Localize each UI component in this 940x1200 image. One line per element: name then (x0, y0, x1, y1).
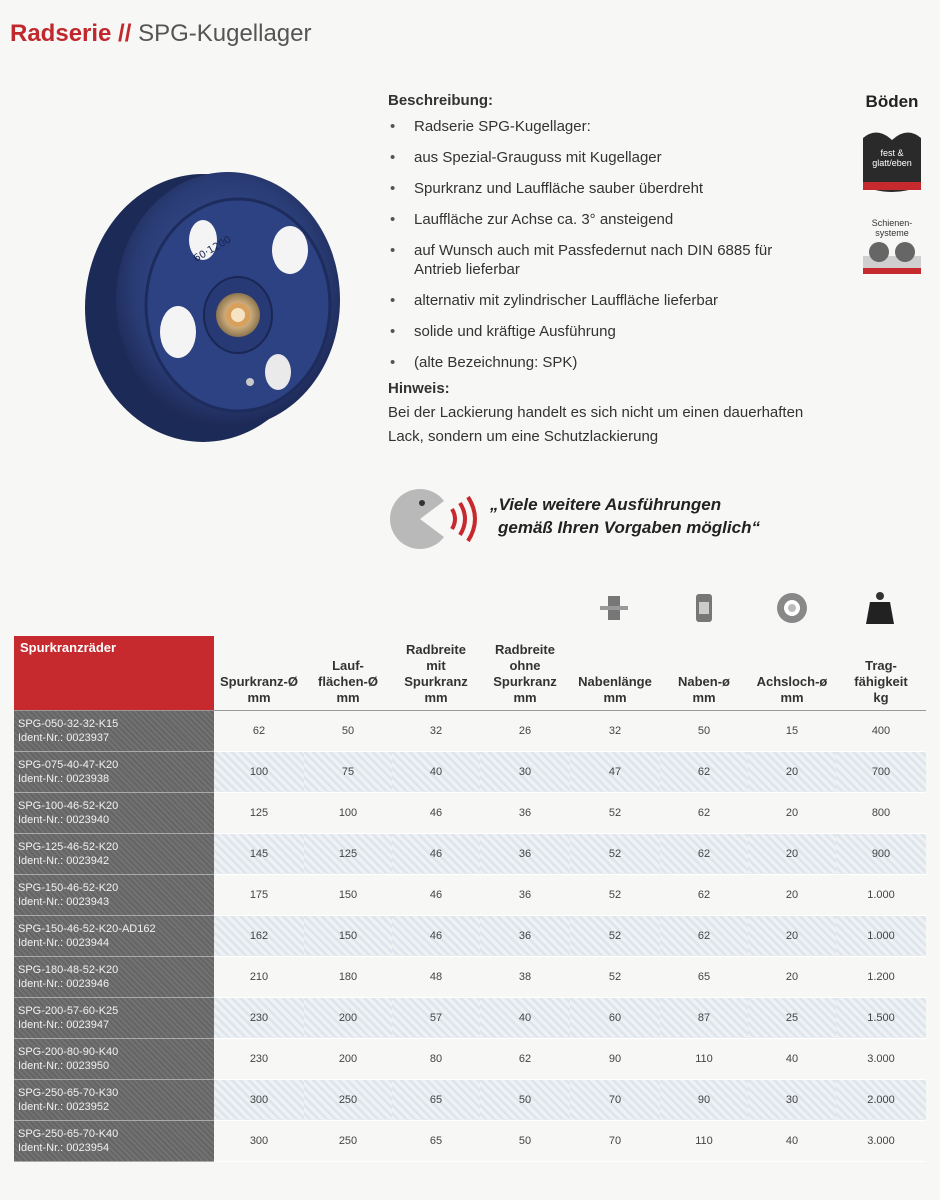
table-cell: 100 (214, 751, 304, 792)
promo-text (490, 493, 760, 539)
table-cell: 36 (480, 833, 570, 874)
product-code: SPG-125-46-52-K20 (18, 840, 119, 853)
col-header: Radbreite ohne Spurkranz mm (480, 636, 570, 710)
table-title: Spurkranzräder (14, 636, 214, 710)
table-cell: 50 (660, 710, 748, 751)
table-cell: 200 (304, 997, 392, 1038)
table-cell: 52 (570, 915, 660, 956)
product-code: SPG-200-80-90-K40 (18, 1045, 119, 1058)
hub-length-icon (596, 590, 632, 626)
table-cell: 30 (480, 751, 570, 792)
table-cell: 52 (570, 833, 660, 874)
product-code-cell (14, 833, 214, 874)
table-cell: 50 (480, 1079, 570, 1120)
product-code: SPG-200-57-60-K25 (18, 1004, 119, 1017)
table-cell: 62 (660, 833, 748, 874)
table-cell: 200 (304, 1038, 392, 1079)
table-cell: 70 (570, 1120, 660, 1161)
product-code: SPG-050-32-32-K15 (18, 717, 119, 730)
list-item: • aus Spezial-Grauguss mit Kugellager (388, 148, 808, 167)
hub-diameter-icon (686, 590, 722, 626)
table-cell: 46 (392, 915, 480, 956)
ident-number: Ident-Nr.: 0023937 (18, 731, 110, 744)
product-code-cell (14, 915, 214, 956)
list-item: • solide und kräftige Ausführung (388, 322, 808, 341)
product-code-cell (14, 956, 214, 997)
table-cell: 65 (660, 956, 748, 997)
ident-number: Ident-Nr.: 0023946 (18, 977, 110, 990)
pacman-icon (390, 487, 480, 551)
table-row[interactable] (14, 997, 926, 1038)
table-cell: 62 (660, 874, 748, 915)
table-cell: 46 (392, 833, 480, 874)
product-code-cell (14, 1038, 214, 1079)
ident-number: Ident-Nr.: 0023943 (18, 895, 110, 908)
table-cell: 25 (748, 997, 836, 1038)
flat-floor-icon (861, 126, 923, 196)
weight-icon (862, 590, 898, 626)
table-cell: 36 (480, 915, 570, 956)
product-code: SPG-250-65-70-K30 (18, 1086, 119, 1099)
table-cell: 2.000 (836, 1079, 926, 1120)
table-cell: 40 (748, 1038, 836, 1079)
badge2-label: Schienen-systeme (871, 218, 913, 238)
table-cell: 1.500 (836, 997, 926, 1038)
table-cell: 230 (214, 1038, 304, 1079)
description-list (388, 117, 808, 372)
col-header: Lauf- flächen-Ø mm (304, 636, 392, 710)
product-code-cell (14, 792, 214, 833)
list-item: • alternativ mit zylindrischer Lauffläche lieferbar (388, 291, 808, 310)
table-cell: 90 (570, 1038, 660, 1079)
table-cell: 3.000 (836, 1038, 926, 1079)
table-cell: 75 (304, 751, 392, 792)
table-cell: 700 (836, 751, 926, 792)
table-row[interactable] (14, 833, 926, 874)
table-cell: 62 (660, 751, 748, 792)
table-cell: 20 (748, 956, 836, 997)
page-title (10, 20, 312, 48)
table-cell: 62 (660, 915, 748, 956)
table-cell: 52 (570, 792, 660, 833)
table-cell: 150 (304, 874, 392, 915)
product-code: SPG-075-40-47-K20 (18, 758, 119, 771)
table-cell: 20 (748, 915, 836, 956)
list-item: • auf Wunsch auch mit Passfedernut nach DIN 6885 für Antrieb lieferbar (388, 241, 808, 279)
badge1-label: fest & glatt/eben (872, 148, 912, 168)
description-block (388, 92, 808, 449)
table-row[interactable] (14, 792, 926, 833)
table-cell: 300 (214, 1120, 304, 1161)
product-code-cell (14, 1120, 214, 1161)
list-item: • (alte Bezeichnung: SPK) (388, 353, 808, 372)
col-header: Nabenlänge mm (570, 636, 660, 710)
table-cell: 70 (570, 1079, 660, 1120)
col-header: Naben-ø mm (660, 636, 748, 710)
promo-banner (390, 487, 810, 551)
column-icons (0, 590, 940, 630)
table-cell: 300 (214, 1079, 304, 1120)
ident-number: Ident-Nr.: 0023947 (18, 1018, 110, 1031)
ident-number: Ident-Nr.: 0023940 (18, 813, 110, 826)
table-cell: 1.000 (836, 874, 926, 915)
table-row[interactable] (14, 1079, 926, 1120)
table-cell: 52 (570, 956, 660, 997)
table-cell: 62 (480, 1038, 570, 1079)
table-row[interactable] (14, 1038, 926, 1079)
table-cell: 250 (304, 1120, 392, 1161)
title-separator: // (111, 20, 139, 47)
promo-line-2: gemäß Ihren Vorgaben möglich“ (498, 518, 760, 537)
table-cell: 50 (304, 710, 392, 751)
table-cell: 100 (304, 792, 392, 833)
promo-line-1: „Viele weitere Ausführungen (490, 495, 722, 514)
table-cell: 150 (304, 915, 392, 956)
product-code: SPG-150-46-52-K20 (18, 881, 119, 894)
table-cell: 900 (836, 833, 926, 874)
table-cell: 36 (480, 874, 570, 915)
table-cell: 145 (214, 833, 304, 874)
table-header-row (14, 636, 926, 710)
product-wheel-image (78, 150, 358, 450)
ident-number: Ident-Nr.: 0023952 (18, 1100, 110, 1113)
table-cell: 1.000 (836, 915, 926, 956)
table-cell: 87 (660, 997, 748, 1038)
table-cell: 125 (214, 792, 304, 833)
hint-text: Bei der Lackierung handelt es sich nicht um einen dauerhaften Lack, sondern um eine Schutzlackierung (388, 404, 804, 445)
floor-types (852, 92, 932, 282)
table-cell: 20 (748, 751, 836, 792)
product-code-cell (14, 710, 214, 751)
table-cell: 38 (480, 956, 570, 997)
table-cell: 36 (480, 792, 570, 833)
table-row[interactable] (14, 710, 926, 751)
table-cell: 230 (214, 997, 304, 1038)
table-cell: 175 (214, 874, 304, 915)
table-row[interactable] (14, 915, 926, 956)
table-body (14, 710, 926, 1161)
table-cell: 400 (836, 710, 926, 751)
table-row[interactable] (14, 874, 926, 915)
title-product: SPG-Kugellager (138, 20, 312, 47)
axle-hole-icon (774, 590, 810, 626)
table-cell: 800 (836, 792, 926, 833)
col-header: Spurkranz-Ø mm (214, 636, 304, 710)
title-series: Radserie (10, 20, 112, 47)
list-item: • Lauffläche zur Achse ca. 3° ansteigend (388, 210, 808, 229)
ident-number: Ident-Nr.: 0023950 (18, 1059, 110, 1072)
product-code: SPG-100-46-52-K20 (18, 799, 119, 812)
table-cell: 32 (392, 710, 480, 751)
table-cell: 50 (480, 1120, 570, 1161)
table-cell: 57 (392, 997, 480, 1038)
col-header: Radbreite mit Spurkranz mm (392, 636, 480, 710)
product-code-cell (14, 997, 214, 1038)
table-cell: 1.200 (836, 956, 926, 997)
table-cell: 40 (748, 1120, 836, 1161)
table-cell: 62 (214, 710, 304, 751)
table-cell: 80 (392, 1038, 480, 1079)
table-cell: 20 (748, 833, 836, 874)
list-item: • Spurkranz und Lauffläche sauber überdreht (388, 179, 808, 198)
table-cell: 162 (214, 915, 304, 956)
table-cell: 110 (660, 1038, 748, 1079)
table-row[interactable] (14, 1120, 926, 1161)
table-cell: 47 (570, 751, 660, 792)
table-cell: 46 (392, 874, 480, 915)
table-cell: 90 (660, 1079, 748, 1120)
description-heading: Beschreibung: (388, 92, 494, 109)
table-cell: 40 (480, 997, 570, 1038)
product-code-cell (14, 874, 214, 915)
table-cell: 52 (570, 874, 660, 915)
table-cell: 15 (748, 710, 836, 751)
ident-number: Ident-Nr.: 0023954 (18, 1141, 110, 1154)
table-cell: 65 (392, 1120, 480, 1161)
table-cell: 62 (660, 792, 748, 833)
table-cell: 32 (570, 710, 660, 751)
ident-number: Ident-Nr.: 0023944 (18, 936, 110, 949)
table-cell: 46 (392, 792, 480, 833)
product-code-cell (14, 751, 214, 792)
list-item: • Radserie SPG-Kugellager: (388, 117, 808, 136)
product-code-cell (14, 1079, 214, 1120)
table-cell: 20 (748, 792, 836, 833)
col-header: Trag- fähigkeit kg (836, 636, 926, 710)
table-cell: 180 (304, 956, 392, 997)
table-cell: 65 (392, 1079, 480, 1120)
product-table (14, 636, 926, 1162)
svg-text:60·1200: 60·1200 (192, 234, 234, 265)
table-cell: 48 (392, 956, 480, 997)
hint-heading: Hinweis: (388, 380, 450, 397)
floor-heading: Böden (865, 92, 919, 111)
table-cell: 60 (570, 997, 660, 1038)
table-row[interactable] (14, 751, 926, 792)
product-code: SPG-150-46-52-K20-AD162 (18, 922, 156, 935)
ident-number: Ident-Nr.: 0023942 (18, 854, 110, 867)
table-cell: 20 (748, 874, 836, 915)
col-header: Achsloch-ø mm (748, 636, 836, 710)
table-cell: 30 (748, 1079, 836, 1120)
table-cell: 125 (304, 833, 392, 874)
product-code: SPG-180-48-52-K20 (18, 963, 119, 976)
table-cell: 250 (304, 1079, 392, 1120)
table-cell: 110 (660, 1120, 748, 1161)
table-cell: 26 (480, 710, 570, 751)
product-code: SPG-250-65-70-K40 (18, 1127, 119, 1140)
table-cell: 210 (214, 956, 304, 997)
table-row[interactable] (14, 956, 926, 997)
ident-number: Ident-Nr.: 0023938 (18, 772, 110, 785)
rail-system-icon (861, 218, 923, 282)
table-cell: 3.000 (836, 1120, 926, 1161)
table-cell: 40 (392, 751, 480, 792)
